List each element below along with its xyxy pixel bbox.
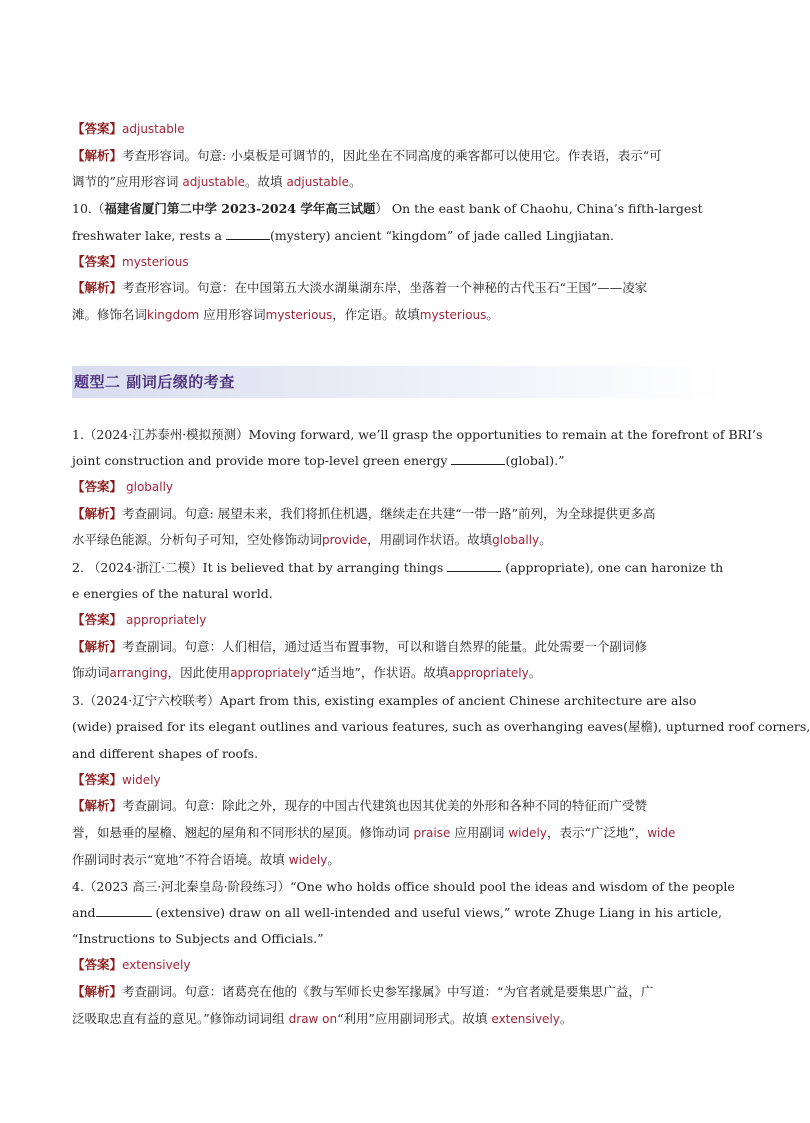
analysis-text: 饰动词 <box>72 665 110 680</box>
answer-blank[interactable] <box>96 904 152 917</box>
answer-word: mysterious <box>265 308 333 322</box>
analysis-label: 【解析】 <box>72 506 123 521</box>
analysis-text: ，表示“广泛地”， <box>546 825 648 840</box>
analysis-text: 。 <box>486 307 499 322</box>
answer-value: adjustable <box>122 122 185 136</box>
answer-blank[interactable] <box>226 227 270 240</box>
analysis-label: 【解析】 <box>72 148 123 163</box>
question-text: 2. （2024·浙江·二模）It is believed that by arranging things <box>72 560 448 575</box>
analysis-text: 泛吸取忠直有益的意见。”修饰动词词组 <box>72 1011 285 1026</box>
analysis-text: 考查副词。句意：人们相信，通过适当布置事物，可以和谐自然界的能量。此处需要一个副词修 <box>122 639 648 654</box>
question-text: and <box>72 905 96 920</box>
question-2-line2 <box>72 585 724 603</box>
analysis-line <box>72 1010 724 1028</box>
analysis-line <box>72 147 724 165</box>
analysis-text: “适当地”，作状语。故填 <box>310 665 449 680</box>
analysis-text: “利用”应用副词形式。故填 <box>337 1011 488 1026</box>
question-text: (extensive) draw on all well-intended and useful views,” wrote Zhuge Liang in his article, <box>151 905 722 920</box>
analysis-text: ，因此使用 <box>167 665 231 680</box>
answer-label: 【答案】 <box>72 479 123 494</box>
analysis-text: ，用副词作状语。故填 <box>367 532 493 547</box>
analysis-text: 调节的”应用形容词 <box>72 174 179 189</box>
question-2 <box>72 559 724 577</box>
answer-value: extensively <box>122 958 191 972</box>
analysis-line <box>72 638 724 656</box>
answer-label: 【答案】 <box>72 612 123 627</box>
analysis-text: 。 <box>349 174 362 189</box>
question-4-line2 <box>72 904 724 922</box>
answer-blank[interactable] <box>447 559 501 572</box>
question-text: (wide) praised for its elegant outlines and various features, such as overhanging eaves(屋檐), upturned roof corners, <box>72 719 810 734</box>
question-number: 10.（ <box>72 201 105 216</box>
answer-word: appropriately <box>448 666 529 680</box>
analysis-text: 誉，如悬垂的屋檐、翘起的屋角和不同形状的屋顶。修饰动词 <box>72 825 410 840</box>
answer-word: adjustable <box>286 175 350 189</box>
analysis-label: 【解析】 <box>72 798 123 813</box>
analysis-text: 。 <box>327 852 340 867</box>
analysis-text: 。 <box>528 665 542 680</box>
answer-word: draw on <box>288 1012 338 1026</box>
analysis-line <box>72 173 724 191</box>
question-source: 福建省厦门第二中学 2023-2024 学年高三试题 <box>104 201 376 216</box>
analysis-label: 【解析】 <box>72 280 123 295</box>
answer-line <box>72 611 724 629</box>
analysis-text: 水平绿色能源。分析句子可知，空处修饰动词 <box>72 532 323 547</box>
answer-value: mysterious <box>122 255 189 269</box>
answer-word: adjustable <box>182 175 245 189</box>
analysis-text: 滩。修饰名词 <box>72 307 148 322</box>
section-header <box>72 366 724 398</box>
analysis-line <box>72 824 724 842</box>
answer-line <box>72 253 724 271</box>
question-text: (mystery) ancient “kingdom” of jade called Lingjiatan. <box>269 228 615 243</box>
answer-word: arranging <box>109 666 168 680</box>
analysis-label: 【解析】 <box>72 984 123 999</box>
question-10-line2 <box>72 227 724 245</box>
answer-label: 【答案】 <box>72 772 123 787</box>
analysis-line <box>72 851 724 869</box>
analysis-line <box>72 306 724 324</box>
answer-value: widely <box>122 773 161 787</box>
analysis-text: 作副词时表示“宽地”不符合语境。故填 <box>72 852 285 867</box>
analysis-text: 考查副词。句意：除此之外，现存的中国古代建筑也因其优美的外形和各种不同的特征而广受赞 <box>122 798 648 813</box>
question-10 <box>72 200 724 218</box>
answer-blank[interactable] <box>451 452 505 465</box>
answer-word: widely <box>288 853 328 867</box>
answer-word: widely <box>508 826 547 840</box>
answer-word: globally <box>492 533 540 547</box>
question-text: 1.（2024·江苏泰州·模拟预测）Moving forward, we’ll grasp the opportunities to remain at the forefront of BRI’s <box>72 427 763 442</box>
question-text: (appropriate), one can haronize th <box>501 560 724 575</box>
question-text: 3.（2024·辽宁六校联考）Apart from this, existing examples of ancient Chinese architecture are also <box>72 693 697 708</box>
answer-word: mysterious <box>419 308 487 322</box>
answer-label: 【答案】 <box>72 254 123 269</box>
analysis-text: 考查副词。句意: 展望未来，我们将抓住机遇，继续走在共建“一带一路”前列，为全球提供更多高 <box>122 506 656 521</box>
question-text: and different shapes of roofs. <box>72 746 259 761</box>
question-text: On the east bank of Chaohu, China’s fifth-largest <box>391 201 703 216</box>
question-text: ） <box>375 201 388 216</box>
question-3-line3 <box>72 745 724 763</box>
answer-line <box>72 120 724 138</box>
analysis-line <box>72 279 724 297</box>
question-text: 4.（2023 高三·河北秦皇岛·阶段练习）“One who holds office should pool the ideas and wisdom of the people <box>72 879 735 894</box>
analysis-text: 应用副词 <box>454 825 505 840</box>
analysis-text: 考查副词。句意：诸葛亮在他的《教与军师长史参军掾属》中写道：“为官者就是要集思广益，广 <box>122 984 654 999</box>
analysis-text: 。故填 <box>244 174 283 189</box>
analysis-line <box>72 797 724 815</box>
answer-word: provide <box>322 533 368 547</box>
answer-word: extensively <box>491 1012 560 1026</box>
answer-line <box>72 478 724 496</box>
question-text: e energies of the natural world. <box>72 586 273 601</box>
question-4-line3 <box>72 930 724 948</box>
answer-word: kingdom <box>147 308 200 322</box>
question-3 <box>72 692 724 710</box>
question-text: (global).” <box>505 453 565 468</box>
answer-word: wide <box>647 826 676 840</box>
answer-line <box>72 956 724 974</box>
analysis-line <box>72 505 724 523</box>
analysis-text: 。 <box>559 1011 573 1026</box>
question-text: freshwater lake, rests a <box>72 228 226 243</box>
answer-label: 【答案】 <box>72 957 123 972</box>
answer-label: 【答案】 <box>72 121 123 136</box>
analysis-line <box>72 983 724 1001</box>
question-4 <box>72 878 735 896</box>
analysis-line <box>72 531 724 549</box>
question-3-line2 <box>72 718 810 736</box>
answer-word: appropriately <box>230 666 311 680</box>
question-1-line2 <box>72 452 724 470</box>
question-text: “Instructions to Subjects and Officials.” <box>72 931 324 946</box>
analysis-text: 。 <box>539 532 552 547</box>
analysis-text: ，作定语。故填 <box>332 307 420 322</box>
answer-value: globally <box>126 480 174 494</box>
analysis-text: 考查形容词。句意: 小桌板是可调节的，因此坐在不同高度的乘客都可以使用它。作表语，表示“可 <box>122 148 662 163</box>
analysis-text: 应用形容词 <box>203 307 266 322</box>
answer-line <box>72 771 724 789</box>
analysis-label: 【解析】 <box>72 639 123 654</box>
section-title: 题型二 副词后缀的考查 <box>74 373 235 391</box>
analysis-line <box>72 664 724 682</box>
question-1 <box>72 426 763 444</box>
analysis-text: 考查形容词。句意：在中国第五大淡水湖巢湖东岸，坐落着一个神秘的古代玉石“王国”——凌家 <box>122 280 648 295</box>
question-text: joint construction and provide more top-level green energy <box>72 453 452 468</box>
answer-word: praise <box>413 826 451 840</box>
answer-value: appropriately <box>126 613 207 627</box>
